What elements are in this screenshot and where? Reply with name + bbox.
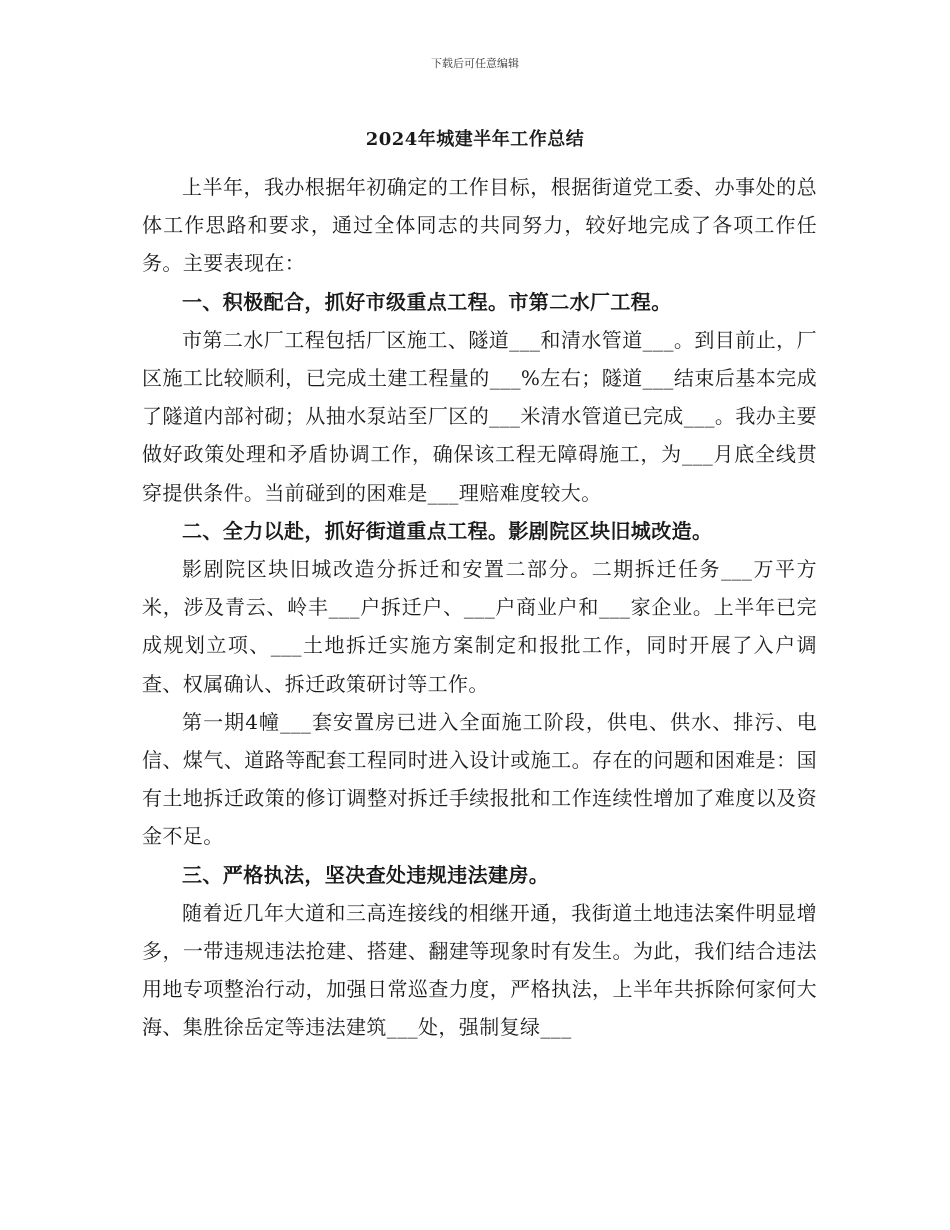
- header-note: 下载后可任意编辑: [431, 57, 519, 70]
- paragraph-relocation: 影剧院区块旧城改造分拆迁和安置二部分。二期拆迁任务___万平方米，涉及青云、岭丰___户拆迁户、___户商业户和___家企业。上半年已完成规划立项、___土地拆迁实施方案制定和报批工作，同时开展了入户调查、权属确认、拆迁政策研讨等工作。: [142, 557, 817, 696]
- paragraph-intro: 上半年，我办根据年初确定的工作目标，根据街道党工委、办事处的总体工作思路和要求，通过全体同志的共同努力，较好地完成了各项工作任务。主要表现在：: [142, 175, 817, 276]
- document-title: 2024年城建半年工作总结: [365, 129, 585, 150]
- paragraph-resettlement: 第一期4幢___套安置房已进入全面施工阶段，供电、供水、排污、电信、煤气、道路等配套工程同时进入设计或施工。存在的问题和困难是：国有土地拆迁政策的修订调整对拆迁手续报批和工作连续性增加了难度以及资金不足。: [142, 709, 817, 849]
- paragraph-water-plant: 市第二水厂工程包括厂区施工、隧道___和清水管道___。到目前止，厂区施工比较顺利，已完成土建工程量的___%左右；隧道___结束后基本完成了隧道内部衬砌；从抽水泵站至厂区的___米清水管道已完成___。我办主要做好政策处理和矛盾协调工作，确保该工程无障碍施工，为___月底全线贯穿提供条件。当前碰到的困难是___理赔难度较大。: [142, 327, 817, 505]
- section-heading-1: 一、积极配合，抓好市级重点工程。市第二水厂工程。: [182, 289, 672, 314]
- section-heading-3: 三、严格执法，坚决查处违规违法建房。: [182, 862, 550, 887]
- paragraph-enforcement: 随着近几年大道和三高连接线的相继开通，我街道土地违法案件明显增多，一带违规违法抢建、搭建、翻建等现象时有发生。为此，我们结合违法用地专项整治行动，加强日常巡查力度，严格执法，上半年共拆除何家何大海、集胜徐岳定等违法建筑___处，强制复绿___: [142, 900, 817, 1040]
- document-body: [142, 168, 817, 1047]
- section-heading-2: 二、全力以赴，抓好街道重点工程。影剧院区块旧城改造。: [182, 518, 713, 543]
